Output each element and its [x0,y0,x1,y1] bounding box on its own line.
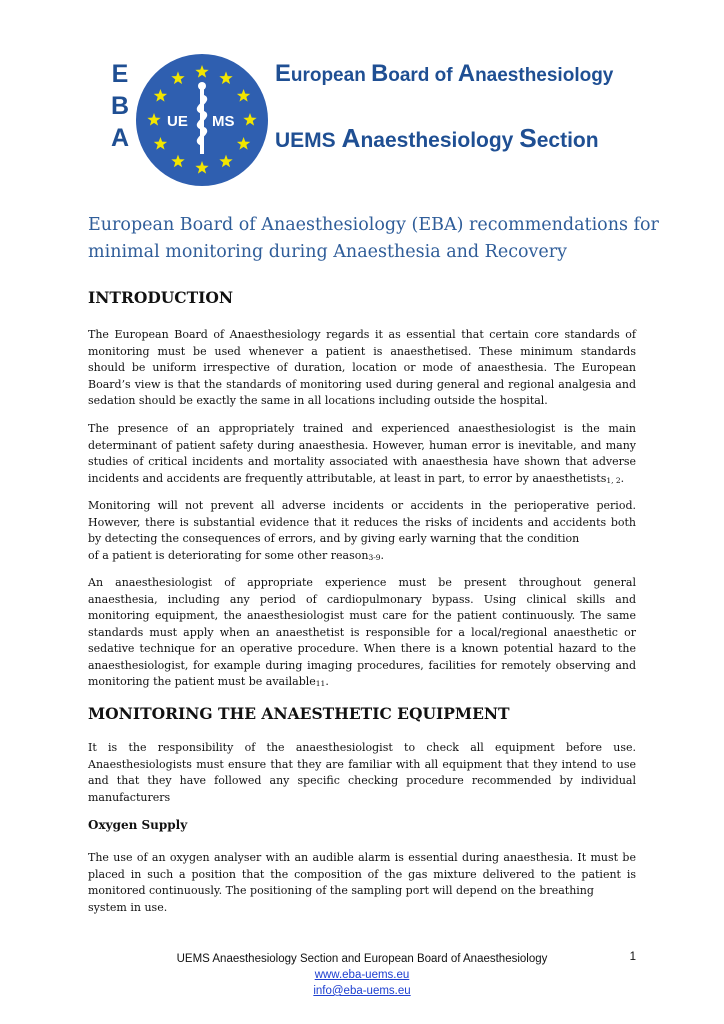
intro-paragraph-1: The European Board of Anaesthesiology regards it as essential that certain core standards of monitoring must be used whenever a patient is anaesthetised. These minimum standards should be uniform irrespective of duration, location or mode of anaesthesia. The European Board’s view is that the standards of monitoring used during general and regional analgesia and sedation should be exactly the same in all locations including outside the hospital. [88,328,636,407]
page-footer [0,951,724,999]
logo-letters [108,58,132,154]
email-link[interactable]: info@eba-uems.eu [313,985,411,997]
oxygen-paragraph: The use of an oxygen analyser with an audible alarm is essential during anaesthesia. It must be placed in such a position that the composition of the gas mixture delivered to the patient is monitored continuously. The positioning of the sampling port will depend on the breathing system in use. [88,851,636,914]
equipment-heading: MONITORING THE ANAESTHETIC EQUIPMENT [88,704,510,723]
title-line: minimal monitoring during Anaesthesia and Recovery [88,242,568,262]
reference-marker: 3-9 [368,552,381,562]
reference-marker: 11 [315,679,326,688]
introduction-heading: INTRODUCTION [88,288,234,307]
intro-paragraph-2: The presence of an appropriately trained and experienced anaesthesiologist is the main determinant of patient safety during anaesthesia. However, human error is inevitable, and many studies of critical incidents and mortality associated with anaesthesia have shown that adverse incidents and accidents are frequently attributable, at least in part, to error by anaesthetists$_{1, 2}$. [88,422,636,485]
oxygen-supply-heading: Oxygen Supply [88,818,188,832]
eba-emblem-logo [134,52,270,188]
logo-letter-a: A [110,124,130,152]
org-name: European Board of Anaesthesiology [275,60,614,87]
document-title [88,212,659,266]
section-name: UEMS Anaesthesiology Section [275,123,599,153]
footer-text: UEMS Anaesthesiology Section and European Board of Anaesthesiology [176,953,548,965]
logo-letter-b: B [110,92,130,120]
title-line: European Board of Anaesthesiology (EBA) recommendations for [88,215,659,235]
website-link[interactable]: www.eba-uems.eu [314,969,410,981]
intro-paragraph-3: Monitoring will not prevent all adverse incidents or accidents in the perioperative period. However, there is substantial evidence that it reduces the risks of incidents and accidents both by detecting the consequences of errors, and by giving early warning that the condition of a patient is deteriorating for some other reason$_{3-9}$. [88,499,636,562]
intro-paragraph-4: An anaesthesiologist of appropriate experience must be present throughout general anaesthesia, including any period of cardiopulmonary bypass. Using clinical skills and monitoring equipment, the anaesthesiologist must care for the patient continuously. The same standards must apply when an anaesthetist is responsible for a local/regional anaesthetic or sedative technique for an operative procedure. When there is a known potential hazard to the anaesthesiologist, for example during imaging procedures, facilities for remotely observing and monitoring the patient must be available$_{11}$. [88,576,636,688]
equipment-paragraph: It is the responsibility of the anaesthesiologist to check all equipment before use. Anaesthesiologists must ensure that they are familiar with all equipment that they intend to use and that they have followed any specific checking procedure recommended by individual manufacturers [88,741,636,804]
emblem-ms-text: MS [212,113,235,130]
emblem-ue-text: UE [167,113,188,130]
logo-letter-e: E [111,60,129,88]
page-number: 1 [629,951,636,963]
reference-marker: 1, 2 [606,475,621,485]
